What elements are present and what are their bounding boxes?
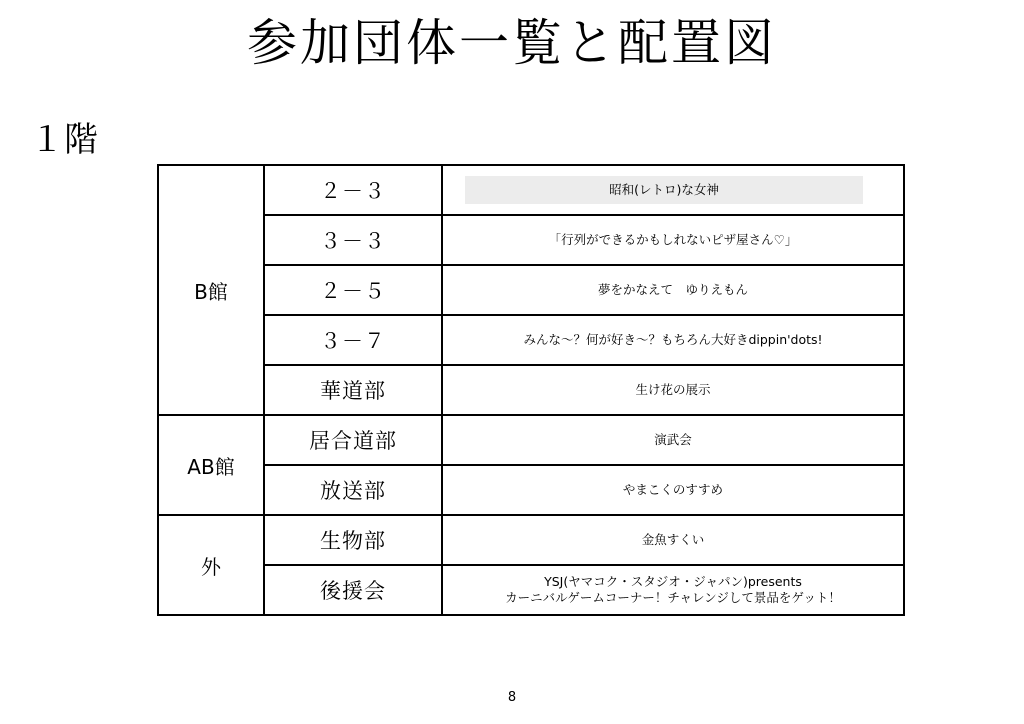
table-row [158,215,904,265]
event-text-highlighted: 昭和(レトロ)な女神 [465,176,863,204]
table-row [158,365,904,415]
event-cell: 夢をかなえて ゆりえもん [442,265,904,315]
group-cell: 華道部 [264,365,442,415]
page-title: 参加団体一覧と配置図 [247,14,777,72]
group-cell: ３－７ [264,315,442,365]
event-cell [442,565,904,615]
event-cell [442,165,904,215]
event-cell: やまこくのすすめ [442,465,904,515]
table-row [158,415,904,465]
group-cell: 放送部 [264,465,442,515]
table-row [158,265,904,315]
table-row [158,515,904,565]
group-cell: 居合道部 [264,415,442,465]
table-row [158,165,904,215]
event-text-line-1: YSJ(ヤマコク・スタジオ・ジャパン)presents [544,574,802,589]
participants-table [157,164,905,616]
event-cell: 演武会 [442,415,904,465]
hall-cell-b: B館 [158,165,264,415]
table-row [158,565,904,615]
event-cell: みんな～？何が好き～？もちろん大好きdippin'dots! [442,315,904,365]
group-cell: ３－３ [264,215,442,265]
table-row [158,465,904,515]
table-row [158,315,904,365]
hall-cell-outside: 外 [158,515,264,615]
group-cell: ２－５ [264,265,442,315]
event-cell: 金魚すくい [442,515,904,565]
group-cell: 生物部 [264,515,442,565]
page-number: 8 [507,690,517,705]
event-text-line-2: カーニバルゲームコーナー！チャレンジして景品をゲット！ [505,590,841,605]
group-cell: ２－３ [264,165,442,215]
event-cell: 生け花の展示 [442,365,904,415]
event-cell: 「行列ができるかもしれないピザ屋さん♡」 [442,215,904,265]
hall-cell-ab: AB館 [158,415,264,515]
floor-label: １階 [30,120,98,160]
group-cell: 後援会 [264,565,442,615]
